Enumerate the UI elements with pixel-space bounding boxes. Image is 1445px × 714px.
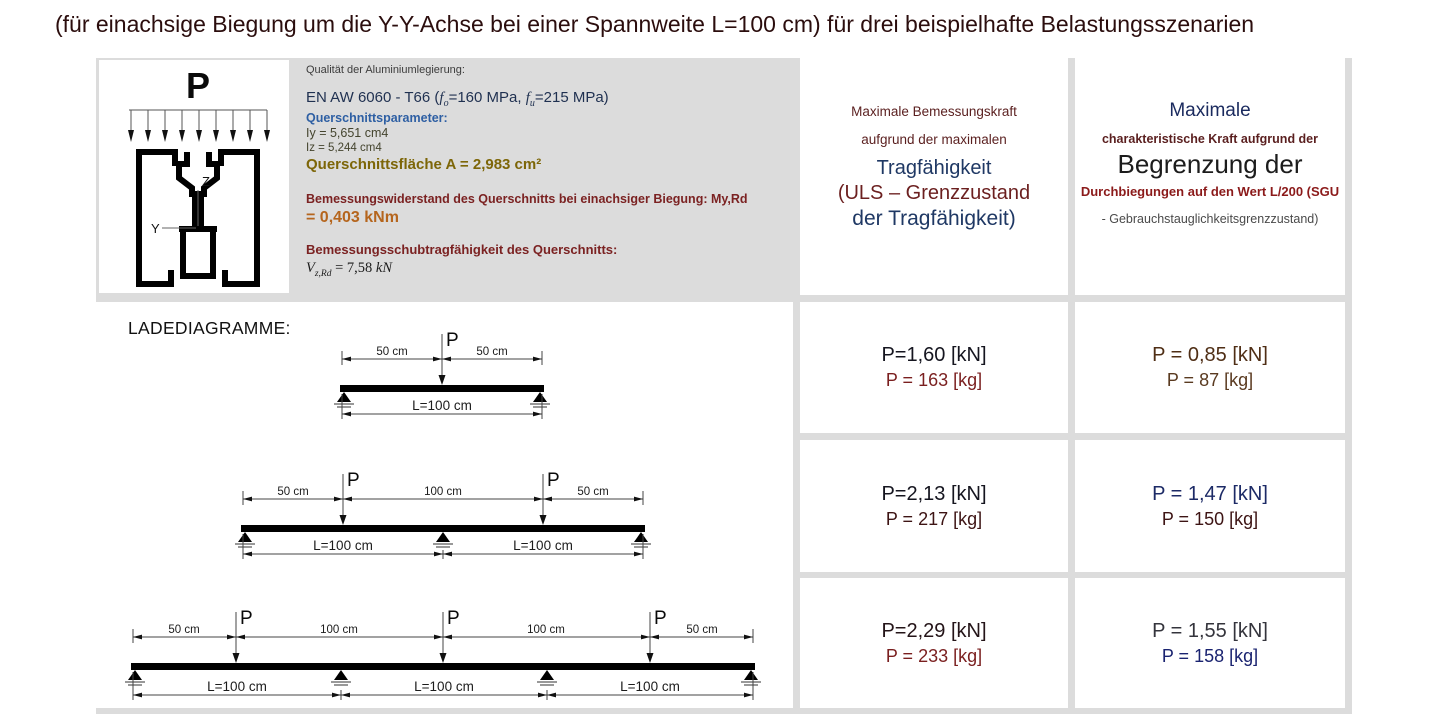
sls-header-cell [1075, 58, 1345, 295]
profile-cell [99, 60, 289, 293]
load-diagram-2 [233, 468, 663, 565]
alloy-quality-label: Qualität der Aluminiumlegierung: [306, 64, 465, 76]
load-diagrams-cell [96, 302, 793, 708]
inertia-y-value: Iy = 5,651 cm4 [306, 126, 389, 140]
uls-header-line1: Maximale Bemessungskraft [851, 104, 1017, 119]
load-diagram-3 [123, 606, 768, 706]
result-uls-row2 [800, 440, 1068, 572]
span-label: L=100 cm [412, 398, 472, 413]
alloy-fu-sub: u [529, 98, 535, 109]
point-load-label: P [654, 608, 667, 629]
distributed-load-arrows [128, 110, 270, 142]
load-diagrams-title: LADEDIAGRAMME: [128, 318, 291, 338]
support-4 [741, 670, 761, 685]
support-left [334, 392, 354, 407]
result-sls-row2 [1075, 440, 1345, 572]
alloy-fu-symbol: f [525, 90, 530, 106]
beam [241, 525, 645, 532]
dim-label: 50 cm [476, 346, 508, 358]
result-sls-row3 [1075, 578, 1345, 708]
alloy-part: =215 MPa) [534, 89, 609, 106]
uls-header-line3: Tragfähigkeit [876, 157, 992, 179]
sls-header-line5: - Gebrauchstauglichkeitsgrenzzustand) [1101, 212, 1319, 226]
uls-header-line4: (ULS – Grenzzustand [837, 182, 1031, 204]
sls-header-line1: Maximale [1169, 100, 1251, 121]
shear-sub: z,Rd [314, 268, 332, 279]
alloy-fo-sub: o [443, 98, 449, 109]
point-load-label: P [347, 470, 360, 491]
force-kn-value: P = 1,55 [kN] [1152, 619, 1268, 642]
force-kg-value: P = 233 [kg] [885, 645, 983, 666]
section-area-value: Querschnittsfläche A = 2,983 cm² [306, 156, 542, 173]
page-title: (für einachsige Biegung um die Y-Y-Achse bei einer Spannweite L=100 cm) für drei beispielhafte Belastungsszenarien [55, 11, 1255, 37]
span-label: L=100 cm [207, 679, 267, 694]
bending-resistance-label: Bemessungswiderstand des Querschnitts bei einachsiger Biegung: My,Rd [306, 192, 748, 206]
support-right [530, 392, 550, 407]
dim-label: 100 cm [424, 486, 462, 498]
dim-label: 50 cm [168, 624, 200, 636]
force-kn-value: P=1,60 [kN] [881, 344, 987, 366]
shear-eq: = 7,58 [331, 260, 376, 276]
dim-label: 50 cm [376, 346, 408, 358]
uls-header-line2: aufgrund der maximalen [861, 132, 1007, 147]
dim-label: 100 cm [320, 624, 358, 636]
sls-header-line3: Begrenzung der [1117, 149, 1303, 179]
span-label: L=100 cm [313, 538, 373, 553]
axis-y-label: Y [151, 221, 160, 236]
point-load-label: P [240, 608, 253, 629]
uls-header-cell [800, 58, 1068, 295]
span-label: L=100 cm [513, 538, 573, 553]
support-left [235, 532, 255, 547]
point-load-label: P [446, 330, 459, 351]
support-right [631, 532, 651, 547]
dim-label: 50 cm [686, 624, 718, 636]
uls-header-line5: der Tragfähigkeit) [852, 207, 1016, 230]
shear-unit: kN [375, 260, 393, 276]
result-uls-row3 [800, 578, 1068, 708]
dim-label: 100 cm [527, 624, 565, 636]
point-load-label: P [547, 470, 560, 491]
force-kg-value: P = 163 [kg] [885, 370, 983, 390]
force-kg-value: P = 158 [kg] [1161, 645, 1259, 666]
sls-header-line2: charakteristische Kraft aufgrund der [1101, 132, 1319, 146]
force-kg-value: P = 217 [kg] [885, 508, 983, 529]
span-label: L=100 cm [414, 679, 474, 694]
span-label: L=100 cm [620, 679, 680, 694]
dim-label: 50 cm [577, 486, 609, 498]
shear-symbol: V [306, 260, 315, 276]
bending-resistance-value: = 0,403 kNm [306, 209, 399, 226]
dim-label: 50 cm [277, 486, 309, 498]
sls-header-line4: Durchbiegungen auf den Wert L/200 (SGU [1080, 184, 1340, 199]
alloy-fo-symbol: f [439, 90, 444, 106]
shear-resistance-value [306, 260, 786, 279]
specs-cell [306, 64, 786, 279]
alloy-part: EN AW 6060 - T66 ( [306, 89, 440, 106]
distributed-load-label: P [185, 65, 211, 106]
alloy-designation [306, 89, 786, 109]
alloy-part: =160 MPa, [448, 89, 526, 106]
force-kn-value: P=2,29 [kN] [881, 619, 987, 642]
support-middle [433, 532, 453, 547]
force-kg-value: P = 87 [kg] [1166, 370, 1254, 390]
support-1 [125, 670, 145, 685]
inertia-z-value: Iz = 5,244 cm4 [306, 142, 382, 154]
result-uls-row1 [800, 302, 1068, 433]
result-sls-row1 [1075, 302, 1345, 433]
force-kg-value: P = 150 [kg] [1161, 508, 1259, 529]
shear-resistance-label: Bemessungsschubtragfähigkeit des Querschnitts: [306, 242, 618, 257]
point-load-label: P [447, 608, 460, 629]
beam [131, 663, 755, 670]
support-2 [331, 670, 351, 685]
force-kn-value: P = 1,47 [kN] [1152, 482, 1268, 505]
section-params-label: Querschnittsparameter: [306, 111, 448, 125]
load-diagram-1 [332, 328, 562, 425]
force-kn-value: P=2,13 [kN] [881, 482, 987, 505]
force-kn-value: P = 0,85 [kN] [1152, 344, 1268, 366]
cross-section-drawing [99, 60, 289, 293]
beam [340, 385, 544, 392]
support-3 [537, 670, 557, 685]
axis-z-label: Z [202, 174, 210, 189]
